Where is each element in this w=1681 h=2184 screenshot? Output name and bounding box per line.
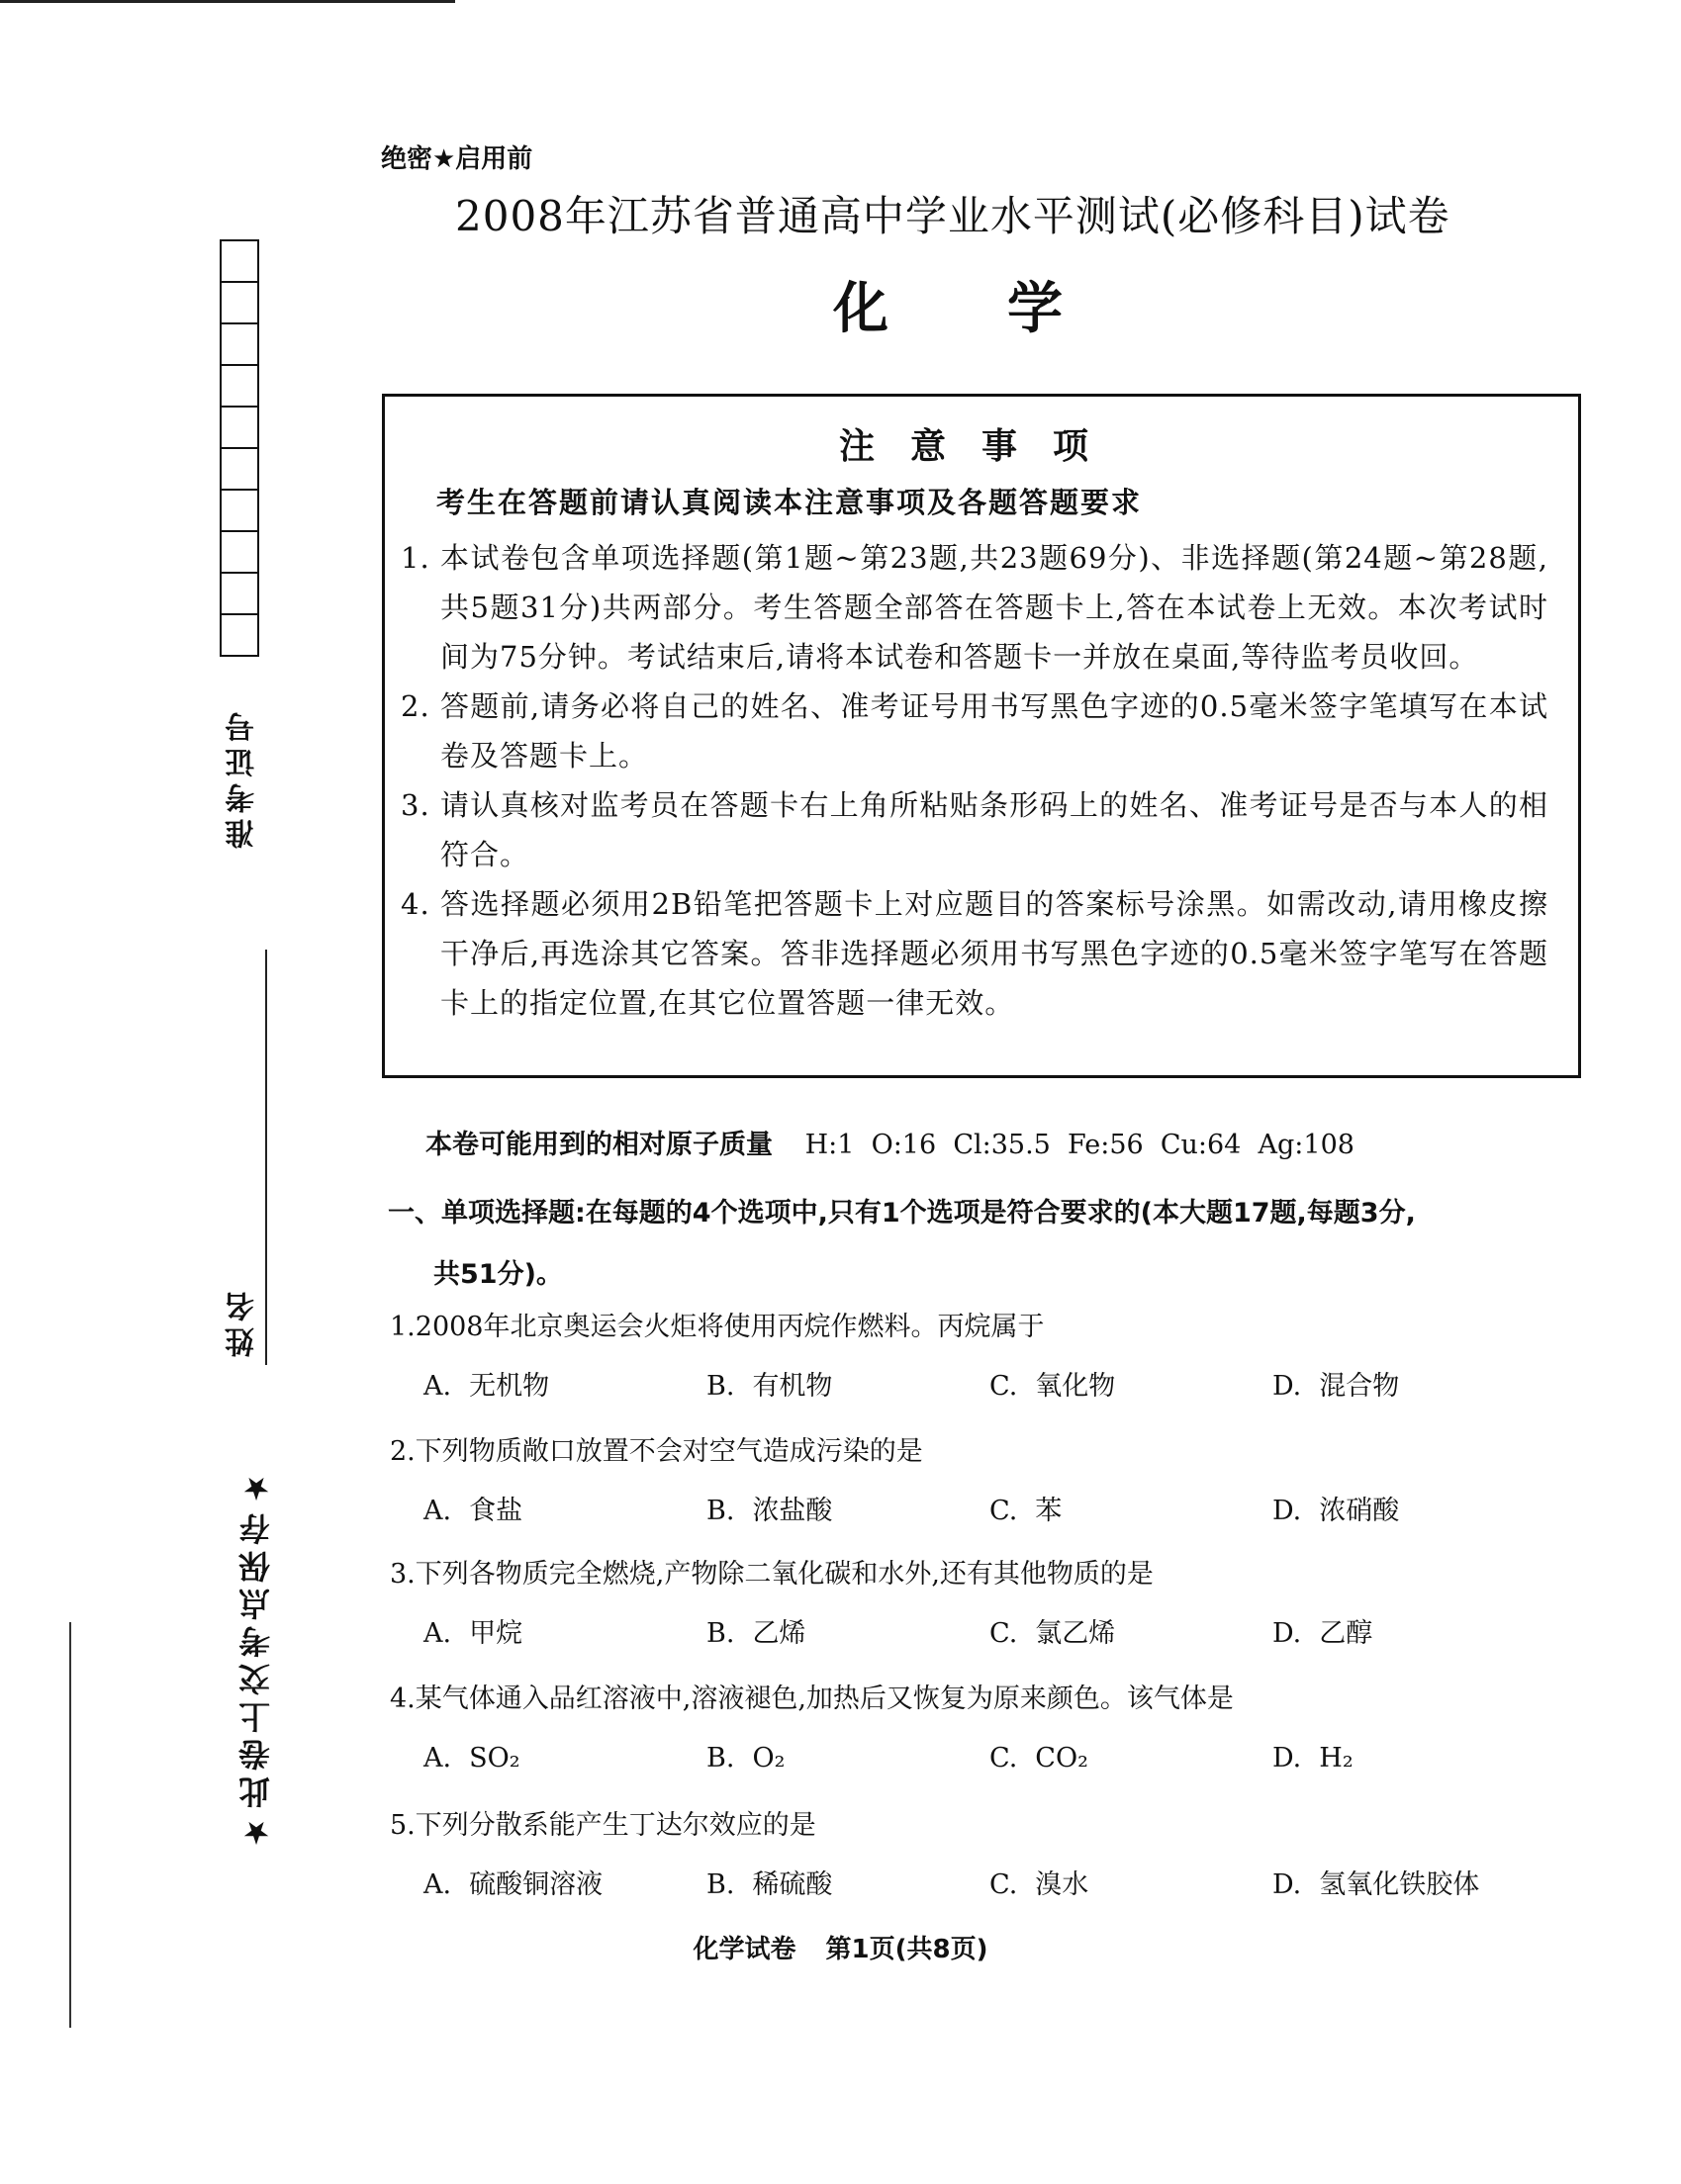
question-stem: 2.下列物质敞口放置不会对空气造成污染的是 (390, 1436, 923, 1467)
question-options (390, 1739, 1577, 1778)
exam-title: 2008年江苏省普通高中学业水平测试(必修科目)试卷 (455, 192, 1450, 240)
notice-item-number: 3. (401, 788, 430, 822)
option-d[interactable]: D. 浓硝酸 (1272, 1496, 1400, 1526)
atomic-mass-label: 本卷可能用到的相对原子质量 (425, 1130, 773, 1160)
candidate-id-box[interactable] (220, 530, 259, 574)
candidate-id-box[interactable] (220, 447, 259, 491)
keep-notice-label: ★此卷上交考点保存★ (237, 1464, 275, 1852)
option-b[interactable]: B. O₂ (706, 1743, 786, 1774)
subject-title: 化学 (833, 277, 1181, 341)
page-footer (0, 1929, 1681, 1965)
question-options (390, 1367, 1577, 1407)
question-stem: 5.下列分散系能产生丁达尔效应的是 (390, 1810, 816, 1841)
option-c[interactable]: C. 氧化物 (989, 1371, 1116, 1402)
notice-item-text: 答选择题必须用2B铅笔把答题卡上对应题目的答案标号涂黑。如需改动,请用橡皮擦干净后,再选涂其它答案。答非选择题必须用书写黑色字迹的0.5毫米签字笔写在答题卡上的指定位置,在其它位置答题一律无效。 (440, 887, 1548, 1020)
option-d[interactable]: D. H₂ (1272, 1743, 1354, 1774)
notice-box (382, 394, 1581, 1078)
candidate-id-box[interactable] (220, 322, 259, 366)
name-write-line[interactable] (265, 950, 267, 1365)
name-label: 姓名 (226, 1286, 260, 1357)
option-a[interactable]: A. 无机物 (423, 1371, 550, 1402)
binding-margin-line (69, 1622, 71, 2028)
footer-page-number: 第1页(共8页) (825, 1935, 988, 1964)
candidate-id-box[interactable] (220, 406, 259, 449)
option-b[interactable]: B. 乙烯 (706, 1618, 806, 1649)
confidential-mark: 绝密★启用前 (381, 144, 533, 174)
notice-item-text: 本试卷包含单项选择题(第1题~第23题,共23题69分)、非选择题(第24题~第28题,共5题31分)共两部分。考生答题全部答在答题卡上,答在本试卷上无效。本次考试时间为75分钟。考试结束后,请将本试卷和答题卡一并放在桌面,等待监考员收回。 (440, 541, 1548, 674)
atomic-mass-line (425, 1123, 1354, 1161)
question (390, 1680, 1577, 1778)
question-options (390, 1866, 1577, 1905)
question-stem: 3.下列各物质完全燃烧,产物除二氧化碳和水外,还有其他物质的是 (390, 1559, 1154, 1590)
option-b[interactable]: B. 有机物 (706, 1371, 833, 1402)
option-d[interactable]: D. 氢氧化铁胶体 (1272, 1869, 1480, 1900)
notice-title: 注意事项 (838, 426, 1124, 467)
question (390, 1432, 1577, 1531)
option-c[interactable]: C. CO₂ (989, 1743, 1088, 1774)
option-c[interactable]: C. 溴水 (989, 1869, 1089, 1900)
option-b[interactable]: B. 稀硫酸 (706, 1869, 833, 1900)
section-heading-line1: 一、单项选择题:在每题的4个选项中,只有1个选项是符合要求的(本大题17题,每题3分, (388, 1198, 1416, 1228)
option-d[interactable]: D. 混合物 (1272, 1371, 1400, 1402)
section-heading-line2: 共51分)。 (433, 1259, 563, 1290)
notice-item (401, 682, 1548, 780)
candidate-id-box[interactable] (220, 364, 259, 408)
notice-item-text: 请认真核对监考员在答题卡右上角所粘贴条形码上的姓名、准考证号是否与本人的相符合。 (440, 788, 1548, 871)
option-a[interactable]: A. 甲烷 (423, 1618, 523, 1649)
candidate-id-label: 准考证号 (226, 706, 260, 849)
notice-item-number: 1. (401, 541, 430, 575)
candidate-id-box[interactable] (220, 239, 259, 283)
option-c[interactable]: C. 氯乙烯 (989, 1618, 1116, 1649)
option-a[interactable]: A. SO₂ (423, 1743, 520, 1774)
option-d[interactable]: D. 乙醇 (1272, 1618, 1373, 1649)
notice-list (401, 533, 1548, 1028)
question (390, 1555, 1577, 1654)
notice-item (401, 879, 1548, 1028)
atomic-mass-values: H:1 O:16 Cl:35.5 Fe:56 Cu:64 Ag:108 (804, 1130, 1354, 1160)
question-options (390, 1614, 1577, 1654)
footer-subject: 化学试卷 (693, 1935, 796, 1964)
question-options (390, 1492, 1577, 1531)
top-scan-rule (0, 0, 455, 3)
notice-item (401, 780, 1548, 879)
candidate-id-box[interactable] (220, 281, 259, 324)
candidate-id-box[interactable] (220, 572, 259, 615)
notice-item-number: 4. (401, 887, 430, 921)
option-c[interactable]: C. 苯 (989, 1496, 1063, 1526)
candidate-id-box[interactable] (220, 489, 259, 532)
notice-item-text: 答题前,请务必将自己的姓名、准考证号用书写黑色字迹的0.5毫米签字笔填写在本试卷及答题卡上。 (440, 689, 1548, 773)
question-stem: 1.2008年北京奥运会火炬将使用丙烷作燃料。丙烷属于 (390, 1312, 1045, 1342)
candidate-id-boxes (220, 241, 259, 657)
option-a[interactable]: A. 硫酸铜溶液 (423, 1869, 604, 1900)
question (390, 1806, 1577, 1905)
section-heading (388, 1183, 1585, 1306)
notice-item (401, 533, 1548, 682)
candidate-id-box[interactable] (220, 613, 259, 657)
question-stem: 4.某气体通入品红溶液中,溶液褪色,加热后又恢复为原来颜色。该气体是 (390, 1684, 1234, 1714)
option-b[interactable]: B. 浓盐酸 (706, 1496, 833, 1526)
option-a[interactable]: A. 食盐 (423, 1496, 523, 1526)
notice-subtitle: 考生在答题前请认真阅读本注意事项及各题答题要求 (436, 486, 1143, 519)
question (390, 1308, 1577, 1407)
notice-item-number: 2. (401, 689, 430, 723)
